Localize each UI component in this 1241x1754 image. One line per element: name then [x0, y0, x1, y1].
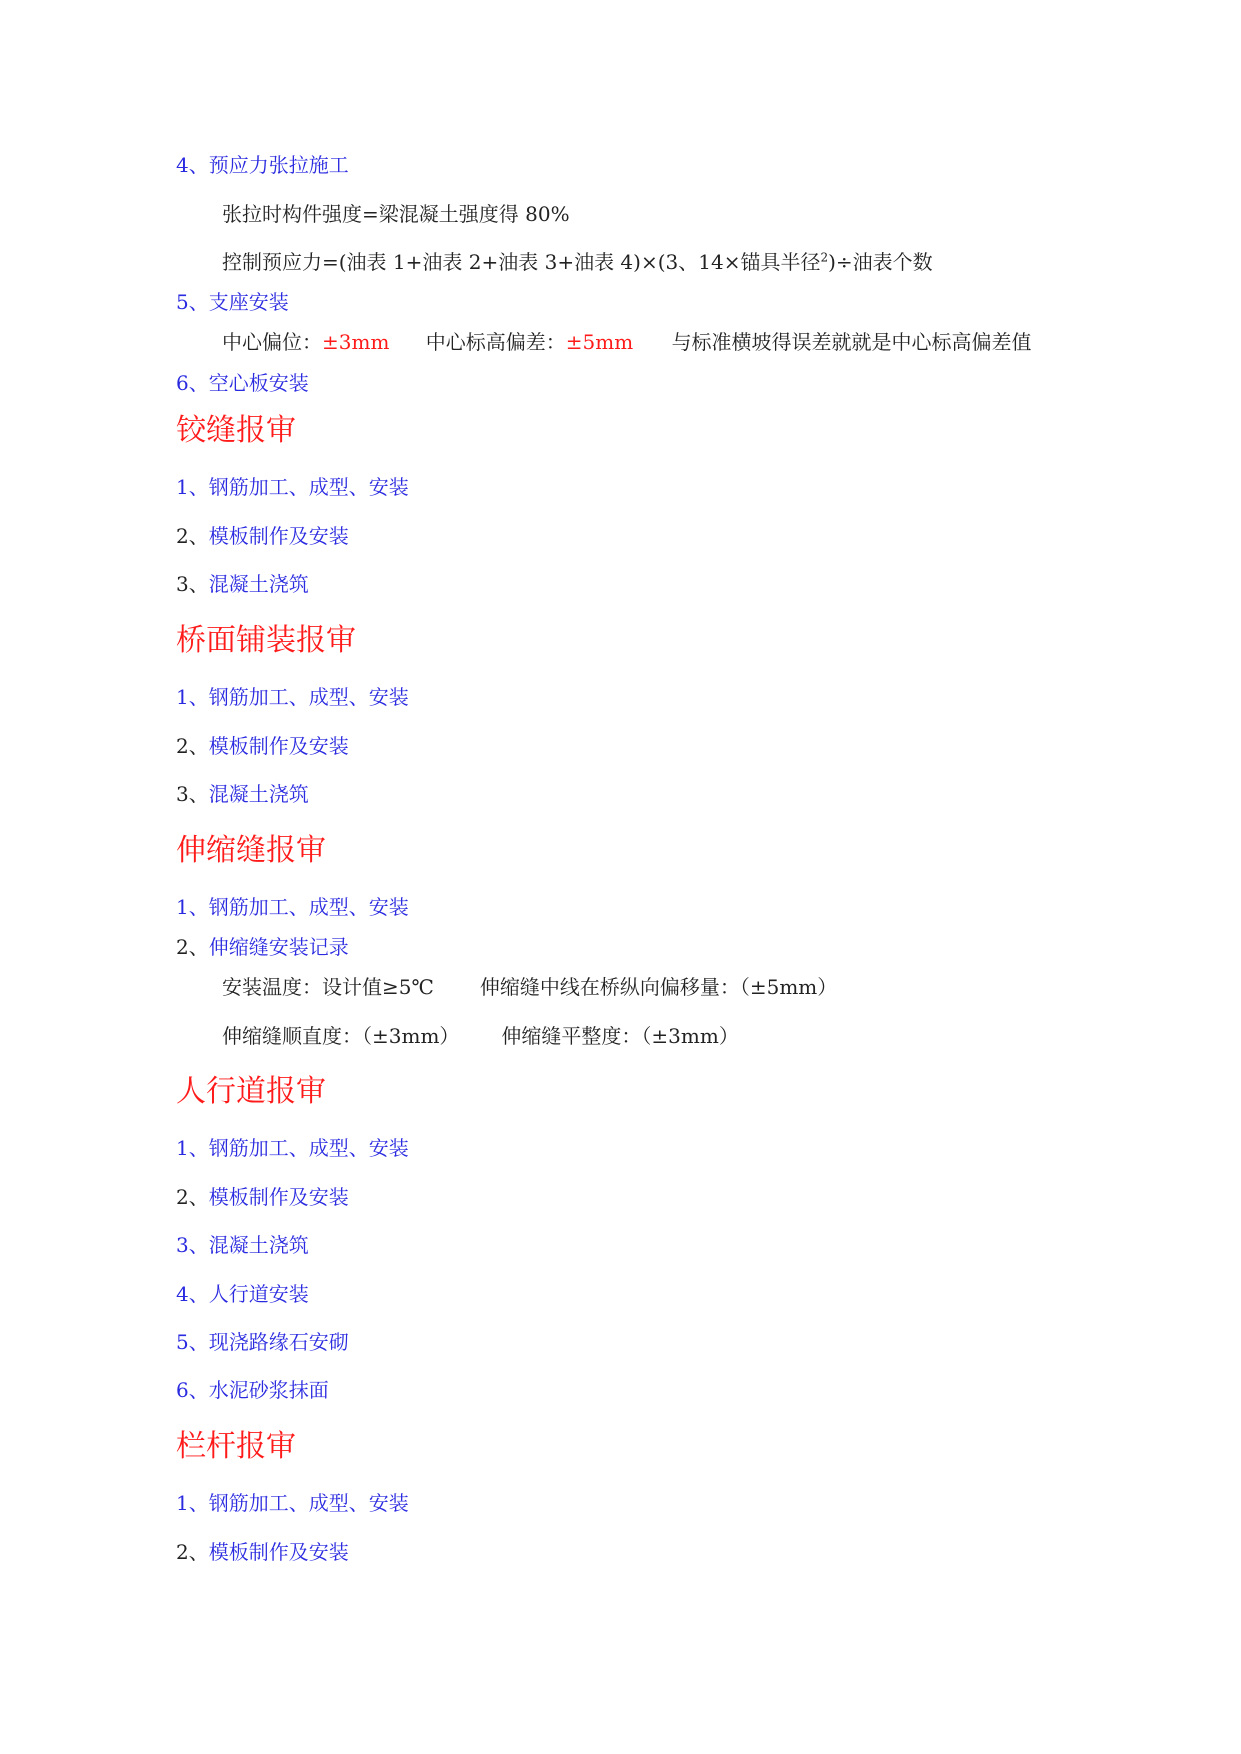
list-item [176, 934, 349, 960]
bearing-tolerance-line [222, 329, 1032, 355]
list-item [176, 1135, 409, 1161]
list-item [176, 523, 349, 549]
item-text: 模板制作及安装 [208, 1185, 349, 1209]
item-text: 钢筋加工、成型、安装 [208, 895, 409, 919]
list-item [176, 571, 309, 597]
list-item [176, 1184, 349, 1210]
item-number: 1、 [176, 1491, 209, 1515]
item-text: 钢筋加工、成型、安装 [208, 1491, 409, 1515]
item-text: 现浇路缘石安砌 [208, 1330, 349, 1354]
item-number: 5、 [176, 1330, 209, 1354]
center-offset-label: 中心偏位： [222, 330, 322, 354]
list-item [176, 781, 309, 807]
install-temperature: 安装温度：设计值≥5℃ [222, 975, 434, 999]
item-number: 6、 [176, 371, 209, 395]
item-number: 1、 [176, 895, 209, 919]
item-number: 2、 [176, 1185, 209, 1209]
item-number: 3、 [176, 1233, 209, 1257]
item-number: 3、 [176, 782, 209, 806]
item-number: 4、 [176, 153, 209, 177]
formula-superscript: 2 [820, 250, 829, 265]
item-number: 1、 [176, 1136, 209, 1160]
control-prestress-formula [222, 249, 933, 275]
item-text: 空心板安装 [208, 371, 309, 395]
expansion-detail-line-1 [222, 974, 837, 1000]
centerline-offset: 伸缩缝中线在桥纵向偏移量：（±5mm） [479, 975, 838, 999]
item-number: 3、 [176, 572, 209, 596]
section-title-sidewalk: 人行道报审 [176, 1074, 326, 1109]
item-text: 预应力张拉施工 [208, 153, 349, 177]
item-text: 水泥砂浆抹面 [208, 1378, 329, 1402]
item-text: 模板制作及安装 [208, 1540, 349, 1564]
list-item [176, 1281, 309, 1307]
list-item-bearing [176, 289, 289, 315]
item-text: 人行道安装 [208, 1282, 309, 1306]
center-offset-value: ±3mm [322, 330, 390, 354]
item-text: 支座安装 [208, 290, 289, 314]
list-item [176, 1377, 329, 1403]
item-number: 4、 [176, 1282, 209, 1306]
list-item [176, 1539, 349, 1565]
bearing-note: 与标准横坡得误差就就是中心标高偏差值 [671, 330, 1032, 354]
item-text: 伸缩缝安装记录 [208, 935, 349, 959]
item-text: 钢筋加工、成型、安装 [208, 1136, 409, 1160]
straightness: 伸缩缝顺直度：（±3mm） [222, 1024, 460, 1048]
formula-prefix: 控制预应力=(油表 1+油表 2+油表 3+油表 4)×(3、14×锚具半径 [222, 250, 821, 274]
item-number: 1、 [176, 685, 209, 709]
item-number: 6、 [176, 1378, 209, 1402]
list-item [176, 474, 409, 500]
section-title-railing: 栏杆报审 [176, 1429, 296, 1464]
item-text: 混凝土浇筑 [208, 572, 309, 596]
item-number: 5、 [176, 290, 209, 314]
elevation-deviation-value: ±5mm [565, 330, 634, 354]
item-text: 钢筋加工、成型、安装 [208, 475, 409, 499]
section-title-expansion: 伸缩缝报审 [176, 833, 326, 868]
list-item [176, 894, 409, 920]
formula-suffix: )÷油表个数 [828, 250, 933, 274]
section-title-deck: 桥面铺装报审 [176, 623, 356, 658]
item-text: 混凝土浇筑 [208, 1233, 309, 1257]
flatness: 伸缩缝平整度：（±3mm） [501, 1024, 739, 1048]
list-item [176, 733, 349, 759]
list-item-hollow-slab [176, 370, 309, 396]
item-number: 2、 [176, 524, 209, 548]
list-item-prestress [176, 152, 349, 178]
item-number: 2、 [176, 1540, 209, 1564]
item-text: 模板制作及安装 [208, 734, 349, 758]
item-text: 模板制作及安装 [208, 524, 349, 548]
list-item [176, 1232, 309, 1258]
tension-strength-text: 张拉时构件强度=梁混凝土强度得 80% [222, 202, 570, 226]
section-title-hinge: 铰缝报审 [176, 413, 296, 448]
item-text: 混凝土浇筑 [208, 782, 309, 806]
item-number: 2、 [176, 935, 209, 959]
item-number: 1、 [176, 475, 209, 499]
elevation-deviation-label: 中心标高偏差： [425, 330, 566, 354]
expansion-detail-line-2 [222, 1023, 739, 1049]
item-number: 2、 [176, 734, 209, 758]
list-item [176, 1490, 409, 1516]
item-text: 钢筋加工、成型、安装 [208, 685, 409, 709]
list-item [176, 684, 409, 710]
list-item [176, 1329, 349, 1355]
